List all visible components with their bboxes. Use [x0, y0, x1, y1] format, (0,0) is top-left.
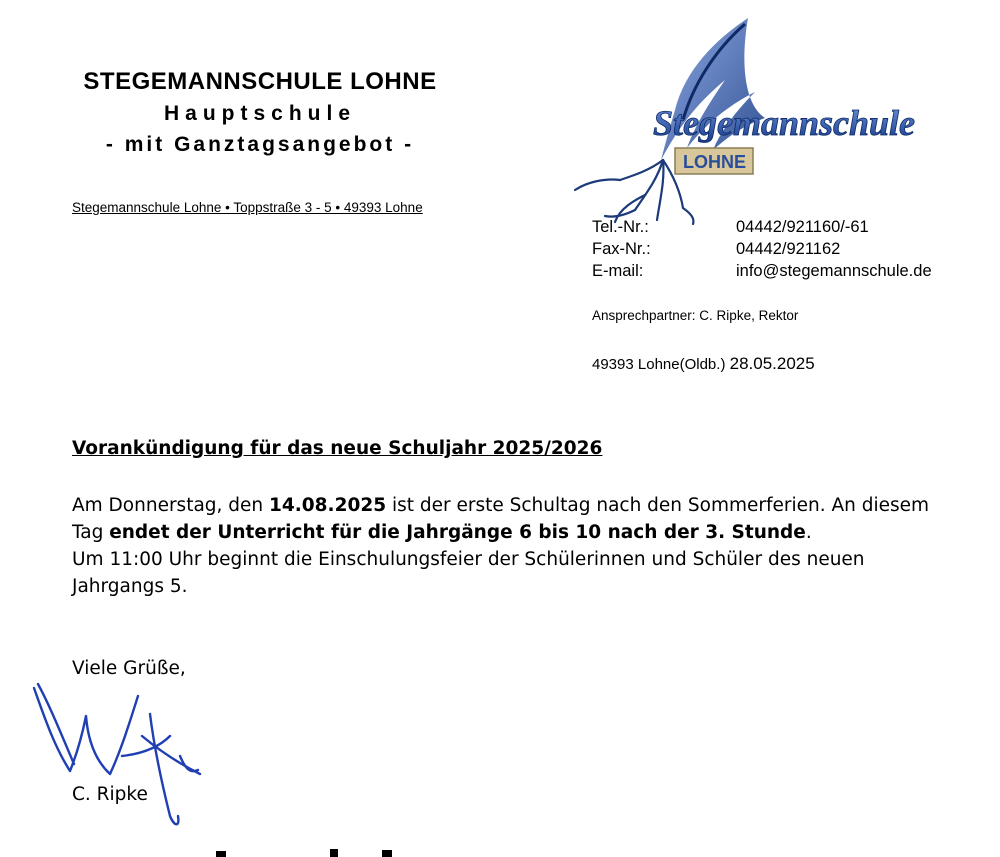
- greeting: Viele Grüße,: [72, 658, 186, 679]
- body-text-4: Um 11:00 Uhr beginnt die Einschulungsfeier der Schülerinnen und Schüler des neuen Jahrgangs 5.: [72, 549, 865, 597]
- letter-date: 28.05.2025: [729, 354, 815, 373]
- fax-value: 04442/921162: [736, 240, 841, 258]
- body-text-3: .: [805, 522, 812, 543]
- handwritten-signature: [30, 676, 210, 831]
- phone-value: 04442/921160/-61: [736, 218, 869, 236]
- body-emphasis: endet der Unterricht für die Jahrgänge 6 bis 10 nach der 3. Stunde: [109, 522, 806, 543]
- school-name: STEGEMANNSCHULE LOHNE: [83, 68, 437, 95]
- letter-body: [72, 492, 942, 600]
- phone-label: Tel.-Nr.:: [592, 218, 649, 236]
- signer-name: C. Ripke: [72, 784, 148, 805]
- logo-main-text: Stegemannschule: [653, 103, 916, 143]
- school-type: Hauptschule: [163, 102, 357, 125]
- email-label: E-mail:: [592, 262, 644, 280]
- fax-label: Fax-Nr.:: [592, 240, 651, 258]
- contact-person: Ansprechpartner: C. Ripke, Rektor: [592, 308, 799, 323]
- sender-address-line: Stegemannschule Lohne • Toppstraße 3 - 5 • 49393 Lohne: [72, 200, 423, 215]
- place: 49393 Lohne(Oldb.): [592, 356, 726, 373]
- school-offer: - mit Ganztagsangebot -: [105, 133, 415, 156]
- body-text-1: Am Donnerstag, den: [72, 495, 270, 516]
- logo-sub-text: LOHNE: [683, 152, 746, 172]
- school-logo: [565, 10, 965, 225]
- cut-off-text-fragment: [210, 845, 410, 857]
- letter-subject: Vorankündigung für das neue Schuljahr 2025/2026: [72, 438, 603, 459]
- place-and-date: [592, 354, 815, 374]
- body-text-2: ist der erste Schultag nach den Sommerferien. An diesem Tag: [72, 495, 930, 543]
- email-value: info@stegemannschule.de: [736, 262, 932, 280]
- first-school-day-date: 14.08.2025: [269, 495, 387, 516]
